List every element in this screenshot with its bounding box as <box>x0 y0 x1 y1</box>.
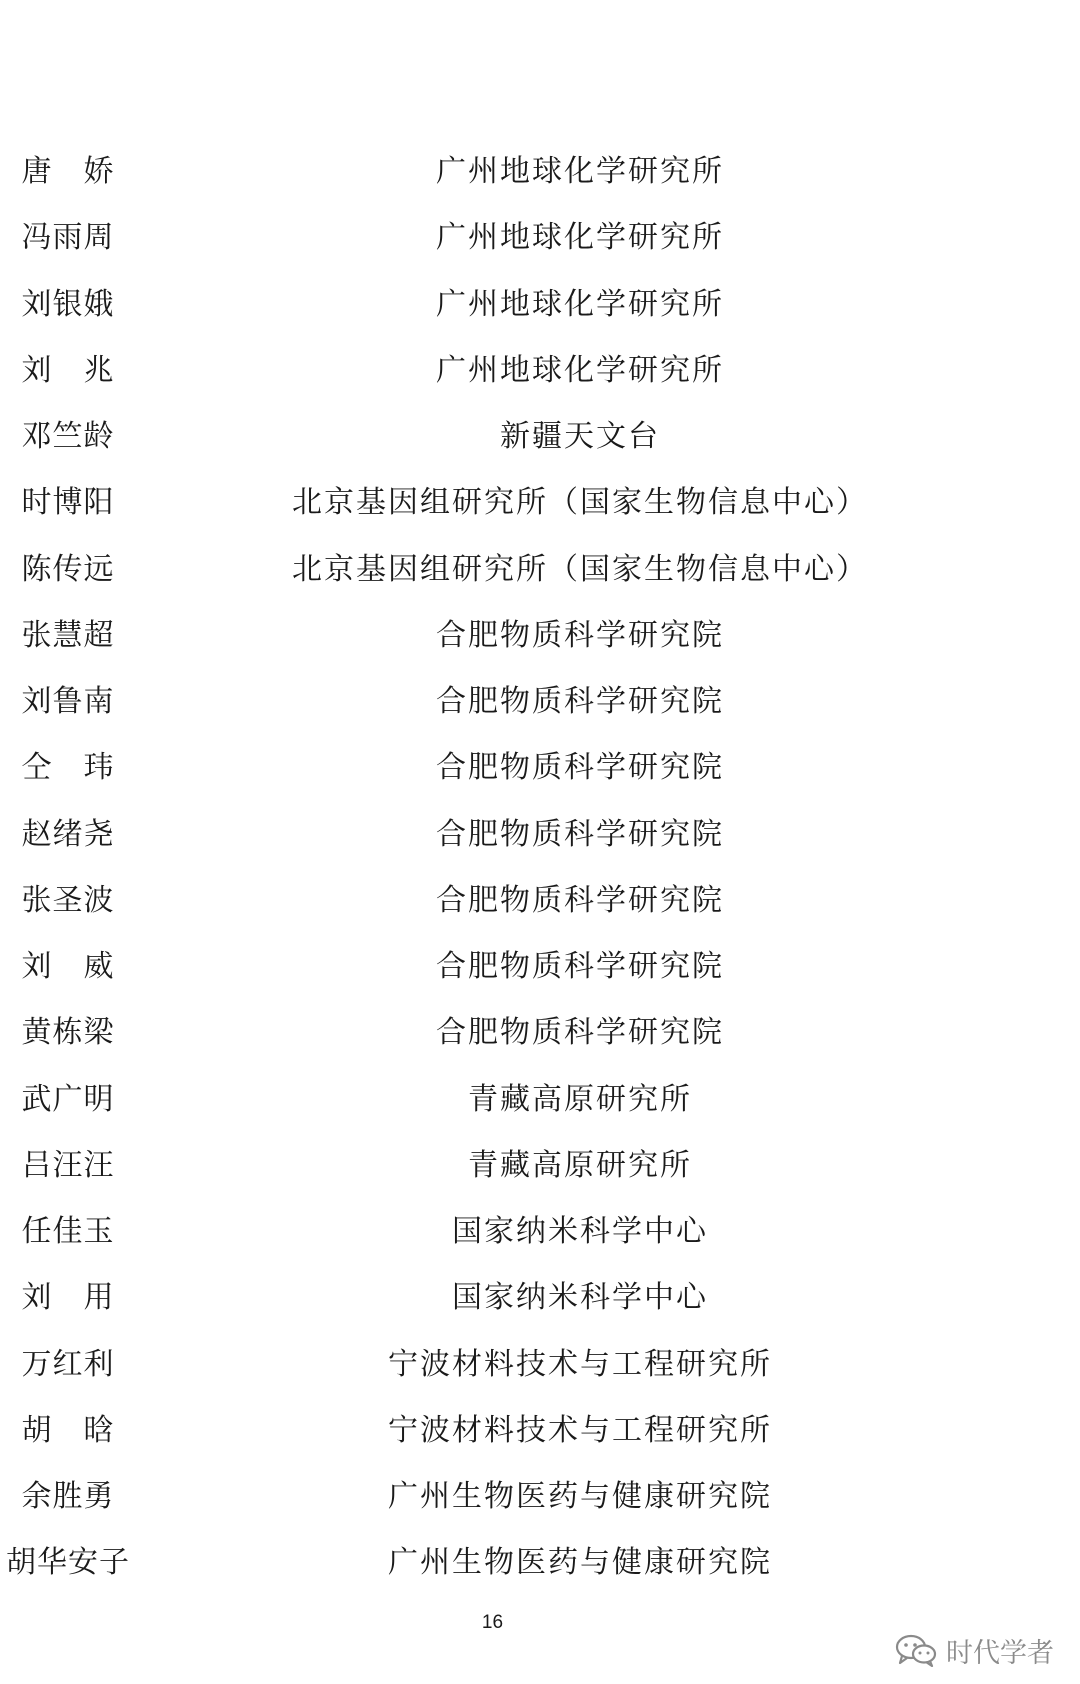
institute-name: 广州地球化学研究所 <box>436 220 724 256</box>
person-name: 胡 晗 <box>21 1412 115 1448</box>
list-item <box>0 672 1080 738</box>
person-name: 张慧超 <box>21 617 115 653</box>
institute-name: 合肥物质科学研究院 <box>436 750 724 786</box>
list-item <box>0 275 1080 341</box>
list-item <box>0 473 1080 539</box>
name-list <box>0 142 1080 1600</box>
page-number: 16 <box>481 1612 504 1633</box>
person-name: 冯雨周 <box>21 220 115 256</box>
institute-name: 国家纳米科学中心 <box>452 1214 708 1249</box>
list-item <box>0 1136 1080 1202</box>
institute-name: 广州地球化学研究所 <box>436 154 724 189</box>
list-item <box>0 1268 1080 1334</box>
person-name: 万红利 <box>21 1346 115 1382</box>
institute-name: 青藏高原研究所 <box>468 1147 692 1183</box>
list-item <box>0 1202 1080 1268</box>
institute-name: 北京基因组研究所（国家生物信息中心） <box>292 485 868 521</box>
institute-name: 合肥物质科学研究院 <box>436 882 724 918</box>
list-item <box>0 142 1080 208</box>
institute-name: 合肥物质科学研究院 <box>436 684 724 719</box>
list-item <box>0 1467 1080 1533</box>
person-name: 陈传远 <box>21 551 115 587</box>
person-name: 黄栋梁 <box>21 1015 115 1051</box>
institute-name: 广州地球化学研究所 <box>436 286 724 322</box>
person-name: 武广明 <box>21 1081 115 1117</box>
institute-name: 广州地球化学研究所 <box>436 352 724 388</box>
watermark <box>894 1630 1054 1670</box>
person-name: 刘银娥 <box>21 286 115 322</box>
person-name: 吕汪汪 <box>21 1147 115 1183</box>
person-name: 唐 娇 <box>21 154 115 189</box>
institute-name: 新疆天文台 <box>500 419 660 454</box>
institute-name: 合肥物质科学研究院 <box>436 949 724 984</box>
person-name: 任佳玉 <box>21 1214 115 1249</box>
list-item <box>0 407 1080 473</box>
institute-name: 宁波材料技术与工程研究所 <box>388 1346 772 1382</box>
person-name: 时博阳 <box>21 485 115 521</box>
watermark-text: 时代学者 <box>946 1637 1054 1669</box>
person-name: 仝 玮 <box>21 750 115 786</box>
list-item <box>0 871 1080 937</box>
list-item <box>0 1533 1080 1599</box>
list-item <box>0 1335 1080 1401</box>
list-item <box>0 937 1080 1003</box>
person-name: 张圣波 <box>21 882 115 918</box>
person-name: 刘鲁南 <box>21 684 115 719</box>
person-name: 胡华安子 <box>6 1545 130 1581</box>
list-item <box>0 1070 1080 1136</box>
wechat-icon <box>894 1633 938 1667</box>
institute-name: 广州生物医药与健康研究院 <box>388 1479 772 1514</box>
institute-name: 合肥物质科学研究院 <box>436 816 724 852</box>
person-name: 刘 兆 <box>21 352 115 388</box>
person-name: 刘 威 <box>21 949 115 984</box>
person-name: 余胜勇 <box>21 1479 115 1514</box>
institute-name: 广州生物医药与健康研究院 <box>388 1545 772 1581</box>
institute-name: 宁波材料技术与工程研究所 <box>388 1412 772 1448</box>
list-item <box>0 738 1080 804</box>
list-item <box>0 1003 1080 1069</box>
list-item <box>0 341 1080 407</box>
list-item <box>0 540 1080 606</box>
person-name: 邓竺龄 <box>21 419 115 454</box>
person-name: 赵绪尧 <box>21 816 115 852</box>
institute-name: 合肥物质科学研究院 <box>436 617 724 653</box>
list-item <box>0 1401 1080 1467</box>
institute-name: 青藏高原研究所 <box>468 1081 692 1117</box>
institute-name: 国家纳米科学中心 <box>452 1280 708 1316</box>
person-name: 刘 用 <box>21 1280 115 1316</box>
list-item <box>0 208 1080 274</box>
institute-name: 合肥物质科学研究院 <box>436 1015 724 1051</box>
list-item <box>0 606 1080 672</box>
list-item <box>0 805 1080 871</box>
institute-name: 北京基因组研究所（国家生物信息中心） <box>292 551 868 587</box>
